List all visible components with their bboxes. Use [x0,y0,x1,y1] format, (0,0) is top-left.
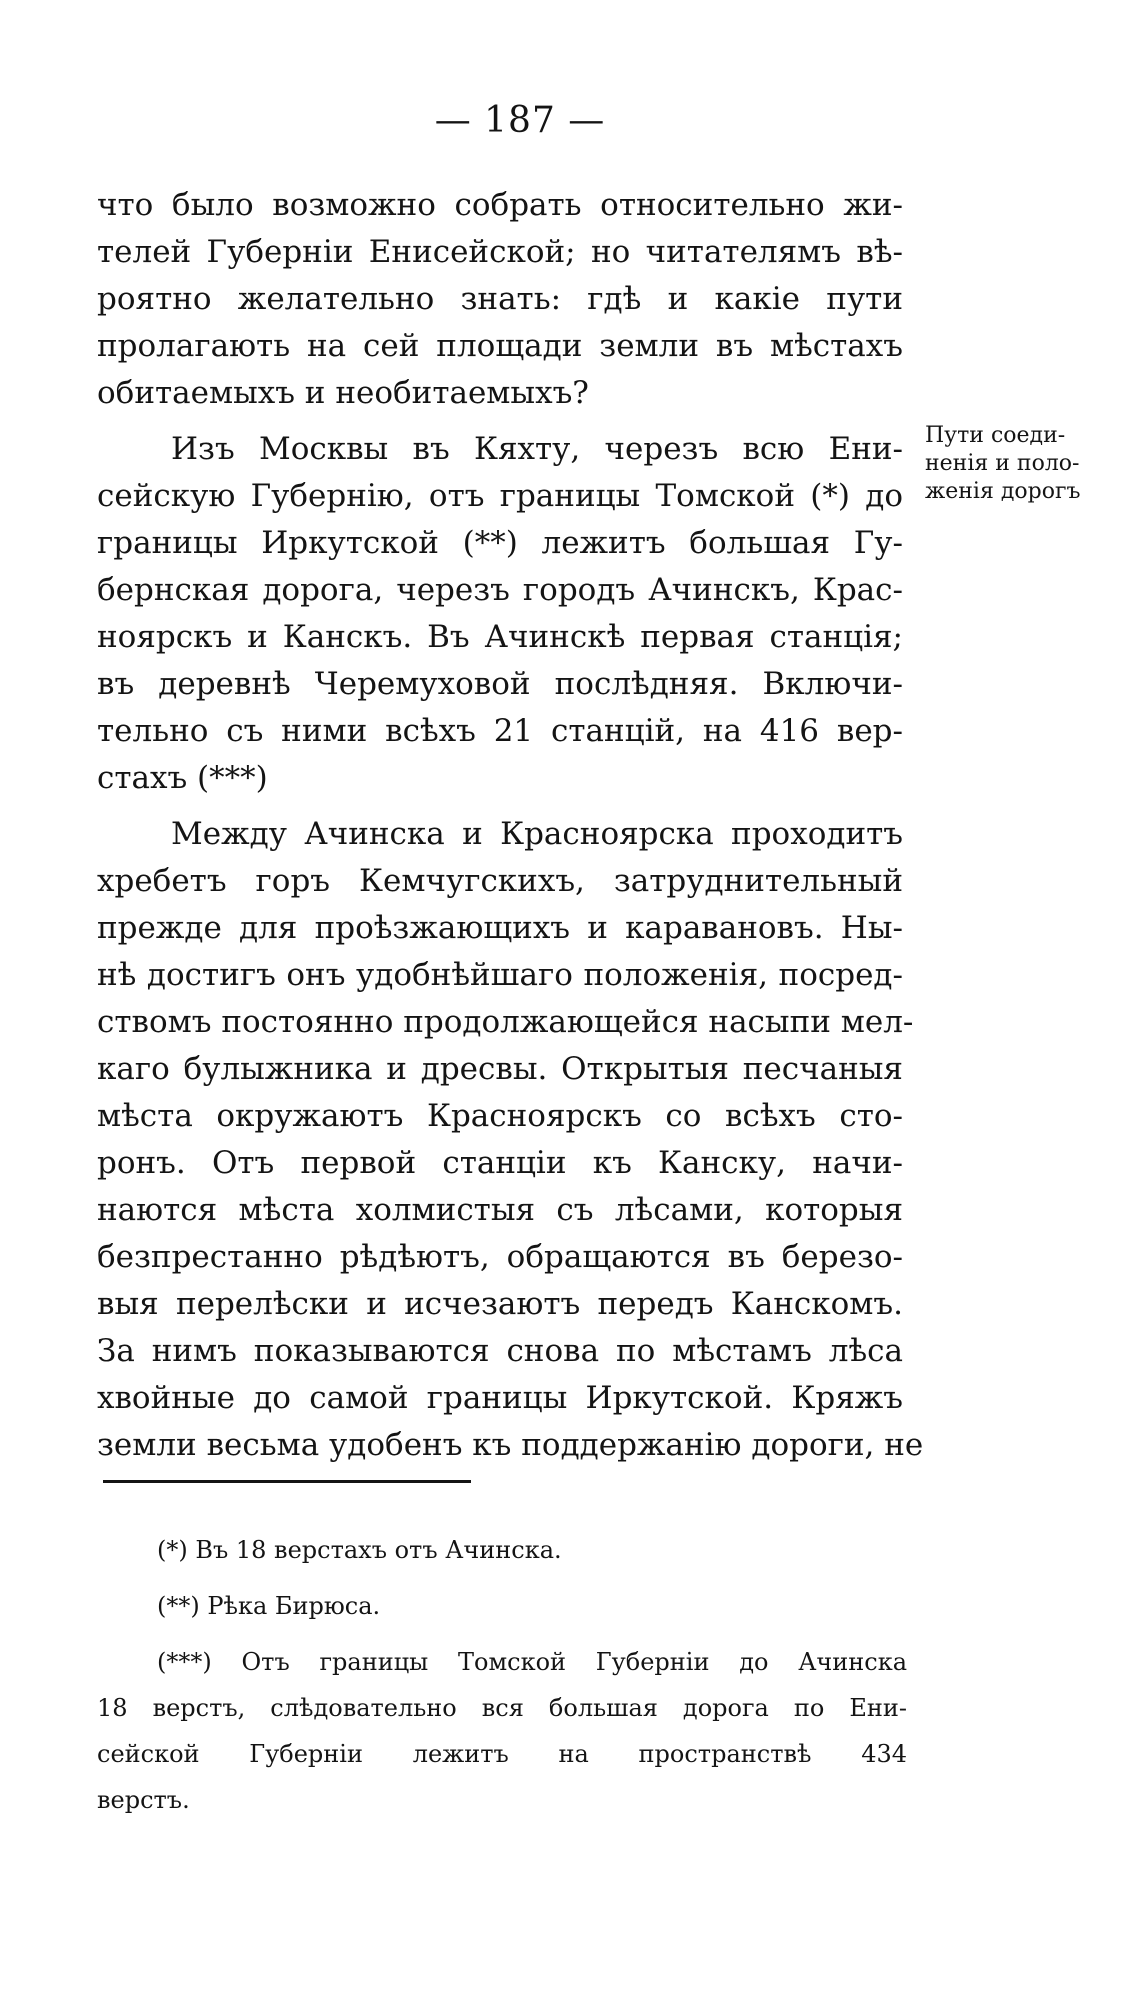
footnote-3 [97,1639,907,1823]
text-line: границы Иркутской (**) лежитъ большая Гу- [97,525,903,561]
footnote-line: сейской Губерніи лежитъ на пространствѣ 434 [97,1740,907,1768]
margin-note [925,422,1117,506]
text-line: земли весьма удобенъ къ поддержанію дороги, не [97,1427,924,1463]
text-line: телей Губерніи Енисейской; но читателямъ вѣ- [97,234,903,270]
footnote-line: (***) Отъ границы Томской Губерніи до Ачинска [157,1648,907,1676]
text-line: въ деревнѣ Черемуховой послѣдняя. Включи- [97,666,903,702]
text-line: нѣ достигъ онъ удобнѣйшаго положенія, посред- [97,957,903,993]
text-line: наются мѣста холмистыя съ лѣсами, которыя [97,1192,903,1228]
footnote-line: верстъ. [97,1786,190,1814]
footnote-line: (**) Рѣка Бирюса. [157,1592,381,1620]
text-line: ронъ. Отъ первой станціи къ Канску, начи- [97,1145,903,1181]
text-line: пролагають на сей площади земли въ мѣстахъ [97,328,903,364]
text-line: что было возможно собрать относительно жи- [97,187,903,223]
text-line: тельно съ ними всѣхъ 21 станцій, на 416 вер- [97,713,903,749]
paragraph-2 [97,426,903,802]
text-line: каго булыжника и дресвы. Открытыя песчаныя [97,1051,903,1087]
text-line: обитаемыхъ и необитаемыхъ? [97,375,589,411]
text-line: хвойные до самой границы Иркутской. Кряжъ [97,1380,903,1416]
text-line: За нимъ показываются снова по мѣстамъ лѣса [97,1333,903,1369]
text-line: стахъ (***) [97,760,268,796]
text-line: безпрестанно рѣдѣютъ, обращаются въ березо- [97,1239,903,1275]
page-number: — 187 — [434,100,606,141]
footnote-1 [97,1527,907,1573]
text-line: выя перелѣски и исчезаютъ передъ Канскомъ. [97,1286,903,1322]
margin-note-line: ненія и поло- [925,451,1080,476]
paragraph-3 [97,811,924,1469]
text-line: Между Ачинска и Красноярска проходитъ [171,816,903,852]
text-line: Изъ Москвы въ Кяхту, черезъ всю Ени- [171,431,903,467]
margin-note-line: Пути соеди- [925,423,1066,448]
text-line: ноярскъ и Канскъ. Въ Ачинскѣ первая станція; [97,619,903,655]
text-line: мѣста окружаютъ Красноярскъ со всѣхъ сто- [97,1098,903,1134]
footnote-line: 18 верстъ, слѣдовательно вся большая дорога по Ени- [97,1694,907,1722]
margin-note-line: женія дорогъ [925,479,1081,504]
paragraph-1 [97,182,903,417]
text-line: хребетъ горъ Кемчугскихъ, затруднительный [97,863,903,899]
text-line: роятно желательно знать: гдѣ и какіе пути [97,281,903,317]
text-line: бернская дорога, черезъ городъ Ачинскъ, Крас- [97,572,903,608]
footnote-line: (*) Въ 18 верстахъ отъ Ачинска. [157,1536,562,1564]
footnote-2 [97,1583,907,1629]
main-text [97,182,924,1469]
footnote-divider [103,1480,471,1483]
text-line: прежде для проѣзжающихъ и каравановъ. Ны- [97,910,903,946]
text-line: сейскую Губернію, отъ границы Томской (*) до [97,478,903,514]
text-line: ствомъ постоянно продолжающейся насыпи мел- [97,1004,914,1040]
footnotes [97,1527,907,1823]
